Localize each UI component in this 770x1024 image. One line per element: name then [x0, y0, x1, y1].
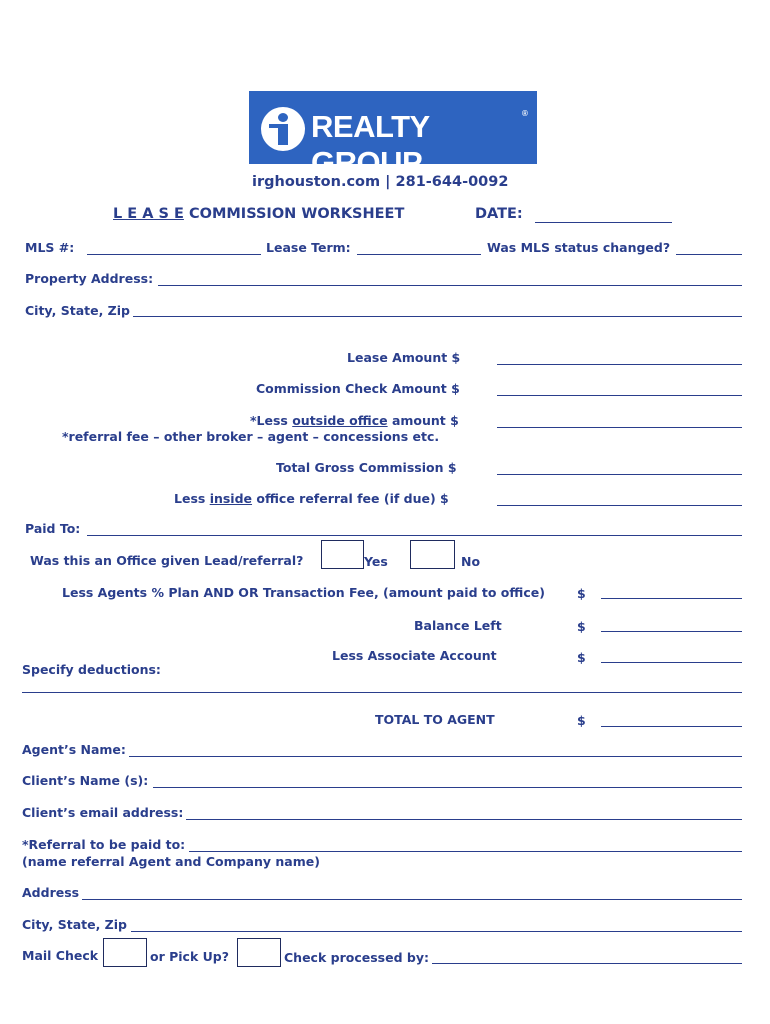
yes-label: Yes	[364, 554, 388, 569]
date-label: DATE:	[475, 206, 523, 222]
yes-checkbox[interactable]	[321, 540, 364, 569]
logo-registered-mark: ®	[522, 109, 528, 118]
property-address-field[interactable]	[158, 285, 742, 286]
property-address-label: Property Address:	[25, 271, 154, 286]
less-associate-label: Less Associate Account	[332, 648, 497, 663]
client-email-field[interactable]	[186, 819, 742, 820]
agent-name-label: Agent’s Name:	[22, 742, 126, 757]
office-lead-label: Was this an Office given Lead/referral?	[30, 553, 304, 568]
pick-up-label: or Pick Up?	[150, 949, 229, 964]
referral-paid-field[interactable]	[189, 851, 742, 852]
mls-status-field[interactable]	[676, 254, 742, 255]
total-to-agent-dollar: $	[577, 713, 586, 728]
mls-field[interactable]	[87, 254, 261, 255]
logo-text: REALTY GROUP	[311, 109, 430, 180]
commission-check-label: Commission Check Amount $	[256, 381, 460, 396]
logo-i-icon	[261, 107, 305, 151]
processed-by-label: Check processed by:	[284, 950, 429, 965]
no-label: No	[461, 554, 481, 569]
date-field[interactable]	[535, 222, 672, 223]
client-email-label: Client’s email address:	[22, 805, 184, 820]
less-associate-dollar: $	[577, 650, 586, 665]
lease-amount-field[interactable]	[497, 364, 742, 365]
contact-line: irghouston.com | 281-644-0092	[252, 174, 509, 190]
address-field[interactable]	[82, 899, 742, 900]
title-lease: L E A S E	[113, 206, 184, 222]
processed-by-field[interactable]	[432, 963, 742, 964]
city-state-zip-field[interactable]	[133, 316, 742, 317]
agents-plan-field[interactable]	[601, 598, 742, 599]
worksheet-title	[113, 206, 404, 222]
less-inside-field[interactable]	[497, 505, 742, 506]
mail-check-checkbox[interactable]	[103, 938, 147, 967]
referral-fee-note: *referral fee – other broker – agent – concessions etc.	[62, 429, 440, 444]
agent-name-field[interactable]	[129, 756, 742, 757]
city-state-zip-2-field[interactable]	[131, 931, 742, 932]
pick-up-checkbox[interactable]	[237, 938, 281, 967]
less-outside-field[interactable]	[497, 427, 742, 428]
mls-status-label: Was MLS status changed?	[487, 240, 671, 255]
balance-left-label: Balance Left	[414, 618, 502, 633]
balance-left-field[interactable]	[601, 631, 742, 632]
less-inside-label: Less inside office referral fee (if due) $	[174, 491, 449, 506]
no-checkbox[interactable]	[410, 540, 455, 569]
address-label: Address	[22, 885, 80, 900]
lease-term-label: Lease Term:	[266, 240, 351, 255]
lease-term-field[interactable]	[357, 254, 481, 255]
lease-amount-label: Lease Amount $	[347, 350, 461, 365]
mls-label: MLS #:	[25, 240, 75, 255]
total-gross-field[interactable]	[497, 474, 742, 475]
title-rest: COMMISSION WORKSHEET	[183, 206, 405, 222]
mail-check-label: Mail Check	[22, 948, 99, 963]
balance-left-dollar: $	[577, 619, 586, 634]
agents-plan-dollar: $	[577, 586, 586, 601]
referral-paid-note: (name referral Agent and Company name)	[22, 854, 320, 869]
client-name-label: Client’s Name (s):	[22, 773, 149, 788]
referral-paid-label: *Referral to be paid to:	[22, 837, 186, 852]
client-name-field[interactable]	[153, 787, 742, 788]
specify-deductions-field[interactable]	[22, 692, 742, 693]
city-state-zip-2-label: City, State, Zip	[22, 917, 127, 932]
less-outside-label: *Less outside office amount $	[250, 413, 459, 428]
commission-check-field[interactable]	[497, 395, 742, 396]
total-to-agent-field[interactable]	[601, 726, 742, 727]
total-to-agent-label: TOTAL TO AGENT	[375, 712, 495, 727]
realty-group-logo	[249, 91, 537, 180]
city-state-zip-label: City, State, Zip	[25, 303, 130, 318]
specify-deductions-label: Specify deductions:	[22, 662, 161, 677]
paid-to-field[interactable]	[87, 535, 742, 536]
paid-to-label: Paid To:	[25, 521, 81, 536]
total-gross-label: Total Gross Commission $	[276, 460, 457, 475]
agents-plan-label: Less Agents % Plan AND OR Transaction Fee, (amount paid to office)	[62, 585, 545, 600]
less-associate-field[interactable]	[601, 662, 742, 663]
